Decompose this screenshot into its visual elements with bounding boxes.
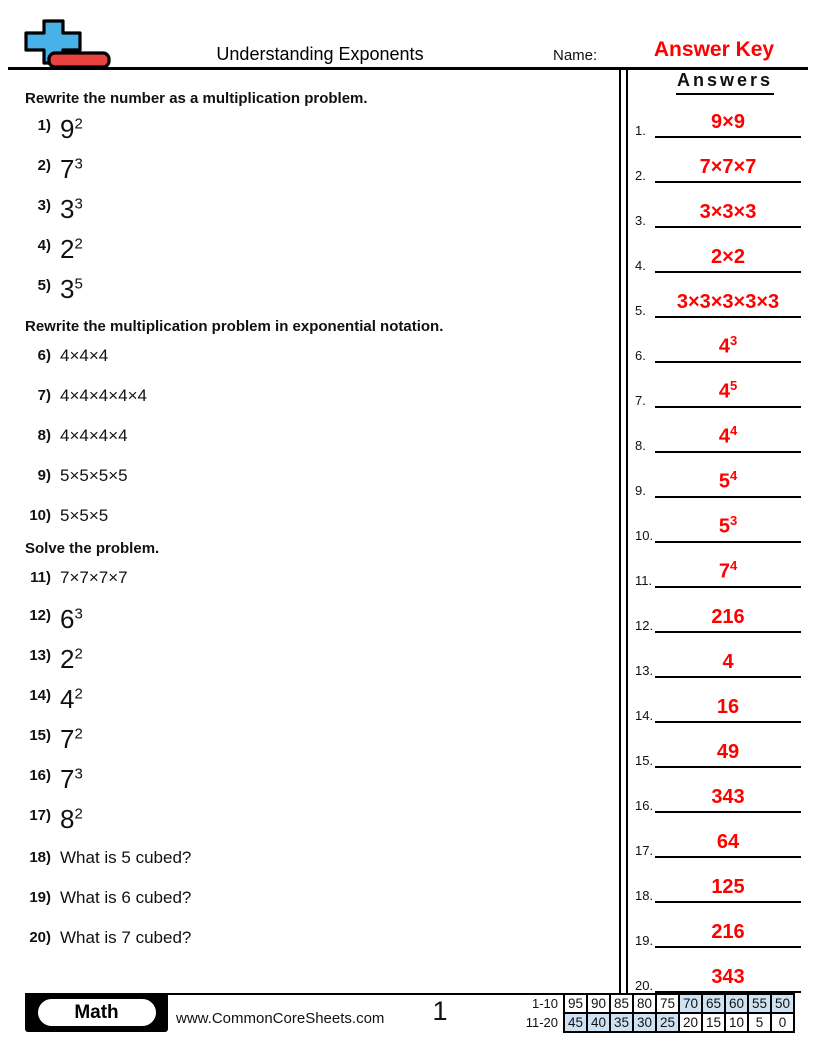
score-cell: 60 [725, 994, 748, 1013]
answer-row [632, 813, 804, 858]
answer-row [632, 408, 804, 453]
exponent: 2 [74, 685, 83, 703]
answer-row [632, 678, 804, 723]
answer-value: 216 [711, 921, 745, 943]
answer-value: $4^5$ [718, 378, 738, 403]
answer-number: 15. [635, 753, 654, 768]
answer-number: 4. [635, 258, 646, 273]
question-row [25, 191, 610, 231]
exponent: 3 [729, 513, 738, 529]
answer-line [655, 93, 801, 138]
answer-number: 12. [635, 618, 654, 633]
question-section [25, 90, 610, 311]
answer-row [632, 948, 804, 993]
question-number: 19) [29, 889, 51, 906]
question-number: 5) [37, 277, 51, 294]
answer-line [655, 723, 801, 768]
question-row [25, 721, 610, 761]
answers-heading: Answers [676, 70, 774, 95]
answer-value: 16 [716, 696, 740, 718]
answer-number: 6. [635, 348, 646, 363]
question-section [25, 318, 610, 539]
answer-value: 3×3×3×3×3 [676, 291, 780, 313]
answer-value: $4^3$ [718, 333, 738, 358]
question-number: 16) [29, 767, 51, 784]
question-row [25, 641, 610, 681]
answer-row [632, 858, 804, 903]
answer-number: 10. [635, 528, 654, 543]
question-number: 20) [29, 929, 51, 946]
question-row [25, 761, 610, 801]
question-text: 5×5×5 [60, 506, 109, 525]
question-row [25, 601, 610, 641]
answer-value: $5^3$ [718, 513, 738, 538]
question-number: 12) [29, 607, 51, 624]
exponent: 2 [74, 805, 83, 823]
answer-value: 216 [711, 606, 745, 628]
question-section [25, 540, 610, 961]
answer-row [632, 93, 804, 138]
answers-column [632, 93, 804, 993]
score-cell: 50 [771, 994, 794, 1013]
answer-row [632, 723, 804, 768]
answer-row [632, 498, 804, 543]
answer-row [632, 768, 804, 813]
question-row [25, 921, 610, 961]
question-number: 18) [29, 849, 51, 866]
question-row [25, 841, 610, 881]
answer-number: 11. [635, 573, 653, 588]
question-number: 15) [29, 727, 51, 744]
exponent: 4 [729, 468, 738, 484]
question-row [25, 151, 610, 191]
exponent: 3 [729, 333, 738, 349]
answer-number: 5. [635, 303, 646, 318]
exponent: 3 [74, 155, 83, 173]
question-row [25, 419, 610, 459]
score-cell: 95 [564, 994, 587, 1013]
answer-row [632, 903, 804, 948]
question-row [25, 681, 610, 721]
score-cell: 80 [633, 994, 656, 1013]
score-cell: 70 [679, 994, 702, 1013]
question-number: 13) [29, 647, 51, 664]
question-row [25, 339, 610, 379]
question-number: 2) [37, 157, 51, 174]
question-text: 5×5×5×5 [60, 466, 128, 485]
answer-row [632, 363, 804, 408]
score-cell: 65 [702, 994, 725, 1013]
answer-line [655, 318, 801, 363]
question-expression: $9^2$ [60, 114, 83, 144]
answer-line [655, 768, 801, 813]
question-number: 3) [37, 197, 51, 214]
answer-value: 49 [716, 741, 740, 763]
answer-number: 8. [635, 438, 646, 453]
answer-row [632, 588, 804, 633]
question-row [25, 561, 610, 601]
name-label: Name: [553, 47, 598, 64]
score-cell: 35 [610, 1013, 633, 1032]
answer-line [655, 498, 801, 543]
subject-badge [25, 993, 168, 1032]
answer-number: 1. [635, 123, 646, 138]
answer-line [655, 903, 801, 948]
score-cell: 85 [610, 994, 633, 1013]
exponent: 2 [74, 235, 83, 253]
answer-value: 343 [711, 966, 745, 988]
score-row [518, 1013, 794, 1032]
question-row [25, 379, 610, 419]
score-cell: 30 [633, 1013, 656, 1032]
answer-number: 19. [635, 933, 654, 948]
answer-value: 7×7×7 [699, 156, 757, 178]
question-number: 9) [37, 467, 51, 484]
question-row [25, 499, 610, 539]
question-expression: $2^2$ [60, 234, 83, 264]
answer-value: 9×9 [711, 111, 745, 133]
score-cell: 75 [656, 994, 679, 1013]
exponent: 3 [74, 605, 83, 623]
question-text: What is 5 cubed? [60, 848, 192, 867]
answer-number: 18. [635, 888, 654, 903]
answer-line [655, 813, 801, 858]
answer-line [655, 228, 801, 273]
answer-number: 3. [635, 213, 646, 228]
answer-line [655, 678, 801, 723]
question-number: 14) [29, 687, 51, 704]
question-row [25, 459, 610, 499]
answer-number: 7. [635, 393, 646, 408]
answer-line [655, 633, 801, 678]
score-cell: 20 [679, 1013, 702, 1032]
question-expression: $3^5$ [60, 274, 83, 304]
answer-line [655, 273, 801, 318]
exponent: 2 [74, 725, 83, 743]
answer-value: 3×3×3 [699, 201, 757, 223]
answer-value: $7^4$ [718, 558, 738, 583]
answer-line [655, 543, 801, 588]
question-expression: $7^2$ [60, 724, 83, 754]
answer-value: 4 [722, 651, 734, 673]
answer-row [632, 543, 804, 588]
exponent: 3 [74, 765, 83, 783]
question-number: 6) [37, 347, 51, 364]
question-expression: $8^2$ [60, 804, 83, 834]
question-number: 4) [37, 237, 51, 254]
answer-number: 9. [635, 483, 646, 498]
answer-line [655, 138, 801, 183]
question-text: What is 6 cubed? [60, 888, 192, 907]
answers-divider-double-rule [619, 70, 628, 993]
question-expression: $7^3$ [60, 154, 83, 184]
score-cell: 40 [587, 1013, 610, 1032]
worksheet-title: Understanding Exponents [216, 44, 424, 64]
page-number: 1 [432, 996, 448, 1026]
answer-row [632, 453, 804, 498]
section-instruction: Rewrite the multiplication problem in exponential notation. [25, 318, 444, 335]
answer-key-text: Answer Key [653, 38, 775, 61]
answer-value: 125 [711, 876, 745, 898]
answer-value: 343 [711, 786, 745, 808]
question-text: 4×4×4×4 [60, 426, 128, 445]
question-number: 1) [37, 117, 51, 134]
answer-line [655, 363, 801, 408]
score-cell: 55 [748, 994, 771, 1013]
exponent: 3 [74, 195, 83, 213]
section-instruction: Rewrite the number as a multiplication problem. [25, 90, 368, 107]
exponent: 2 [74, 645, 83, 663]
exponent: 4 [729, 558, 738, 574]
question-expression: $7^3$ [60, 764, 83, 794]
answer-number: 2. [635, 168, 646, 183]
question-number: 17) [29, 807, 51, 824]
answer-number: 16. [635, 798, 654, 813]
answer-row [632, 138, 804, 183]
answer-line [655, 948, 801, 993]
answer-value: $4^4$ [718, 423, 738, 448]
answer-line [655, 453, 801, 498]
question-row [25, 231, 610, 271]
score-cell: 45 [564, 1013, 587, 1032]
score-cell: 0 [771, 1013, 794, 1032]
answer-line [655, 588, 801, 633]
exponent: 5 [74, 275, 83, 293]
score-row [518, 994, 794, 1013]
answer-value: 2×2 [711, 246, 745, 268]
question-number: 8) [37, 427, 51, 444]
answer-row [632, 183, 804, 228]
question-row [25, 111, 610, 151]
question-number: 10) [29, 507, 51, 524]
section-instruction: Solve the problem. [25, 540, 160, 557]
answer-row [632, 228, 804, 273]
score-cell: 25 [656, 1013, 679, 1032]
answer-number: 17. [635, 843, 654, 858]
score-range-label: 1-10 [531, 996, 558, 1011]
answer-line [655, 858, 801, 903]
exponent: 4 [729, 423, 738, 439]
answer-row [632, 273, 804, 318]
question-text: 7×7×7×7 [60, 568, 128, 587]
answer-value: 64 [716, 831, 740, 853]
answer-row [632, 318, 804, 363]
score-cell: 10 [725, 1013, 748, 1032]
answer-number: 13. [635, 663, 654, 678]
question-expression: $6^3$ [60, 604, 83, 634]
question-text: 4×4×4×4×4 [60, 386, 147, 405]
question-row [25, 271, 610, 311]
subject-badge-label: Math [38, 999, 156, 1026]
website-url: www.CommonCoreSheets.com [176, 1010, 385, 1027]
answer-line [655, 408, 801, 453]
question-number: 7) [37, 387, 51, 404]
score-range-label: 11-20 [525, 1015, 558, 1030]
exponent: 2 [74, 115, 83, 133]
exponent: 5 [729, 378, 738, 394]
score-cell: 15 [702, 1013, 725, 1032]
question-expression: $3^3$ [60, 194, 83, 224]
answer-number: 20. [635, 978, 654, 993]
answer-number: 14. [635, 708, 654, 723]
question-text: 4×4×4 [60, 346, 109, 365]
question-expression: $2^2$ [60, 644, 83, 674]
answer-line [655, 183, 801, 228]
score-reference-table [518, 993, 795, 1033]
question-row [25, 881, 610, 921]
question-number: 11) [30, 569, 51, 586]
score-cell: 90 [587, 994, 610, 1013]
question-text: What is 7 cubed? [60, 928, 192, 947]
question-row [25, 801, 610, 841]
answer-row [632, 633, 804, 678]
question-expression: $4^2$ [60, 684, 83, 714]
score-cell: 5 [748, 1013, 771, 1032]
answer-value: $5^4$ [718, 468, 738, 493]
